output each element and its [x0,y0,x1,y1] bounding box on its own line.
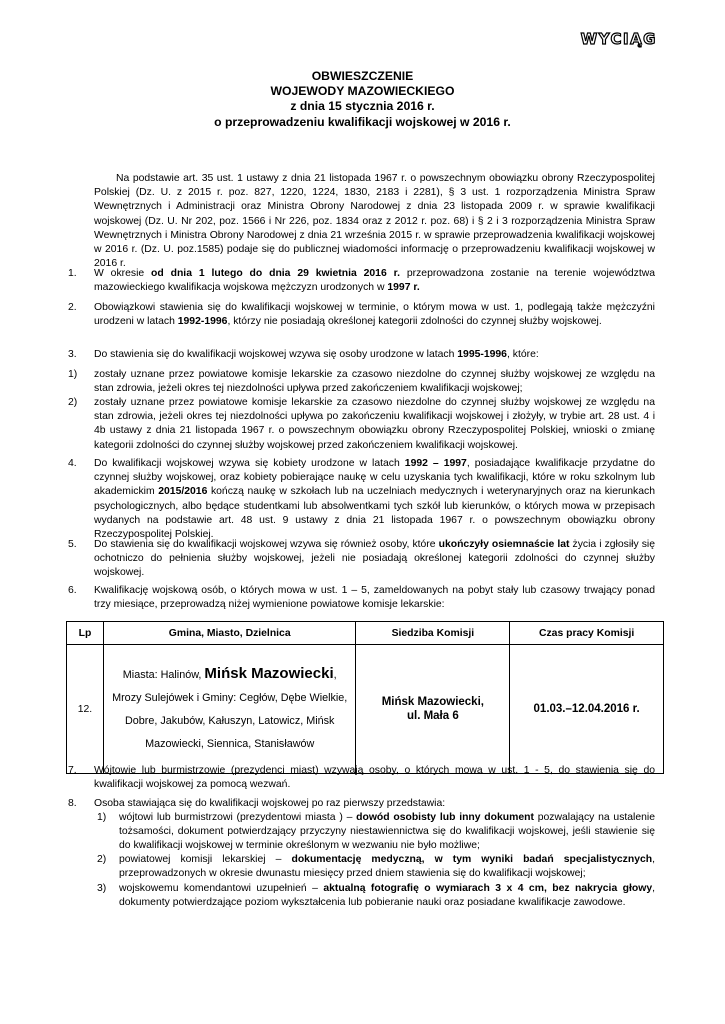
commission-table [66,621,664,774]
text: wojskowemu komendantowi uzupełnień – [119,883,324,894]
paragraph-number: 5. [68,539,77,550]
text: zostały uznane przez powiatowe komisje lekarskie za czasowo niezdolne do czynnej służby wojskowej ze względu na stan zdrowia, jeżeli okres tej niezdolności upływa po zakończeniu kwalifikacji wojskowej i złożyły, w trybie art. 28 ust. 4 i 4b ustawy z dnia 21 listopada 1967 r. o powszechnym obowiązku obrony Rzeczypospolitej Polskiej, wnioski o zmianę kategorii zdolności do czynnej służby wojskowej przed zakończeniem kwalifikacji wojskowej. [94,397,655,451]
paragraph-3 [68,348,655,362]
text: wójtowi lub burmistrzowi (prezydentowi miasta ) – [119,812,357,823]
paragraph-number: 7. [68,765,77,776]
text: powiatowej komisji lekarskiej – [119,854,292,865]
cell-seat [356,645,510,774]
cell-period: 01.03.–12.04.2016 r. [510,645,664,774]
paragraph-8-point-1 [97,811,656,854]
cell-area [103,645,356,774]
text: , dokumenty potwierdzające poziom wykształcenia lub pobieranie nauki oraz posiadane kwalifikacje zawodowe. [119,883,656,909]
text: kończą naukę w szkołach lub na uczelniach medycznych i weterynaryjnych oraz na kierunkach psychologicznych, albo będące studentkami lub absolwentkami tych szkół lub kierunków, o których mowa w przepisach wydanych na podstawie art. 48 ust. 9 ustawy z dnia 21 listopada 1967 r. o powszechnym obowiązku obrony Rzeczypospolitej Polskiej. [94,486,655,541]
point-number: 3) [97,883,107,894]
table-header-row [67,622,664,645]
bold-text: 2015/2016 [158,486,208,498]
bold-text: dowód osobisty lub inny dokument [356,812,534,823]
paragraph-number: 2. [68,302,77,313]
text: przeprowadzona zostanie na terenie województwa mazowieckiego kwalifikacja wojskowa mężczyzn urodzonych w [94,268,655,294]
bold-text: od dnia 1 lutego do dnia 29 kwietnia 2016 r. [151,268,400,279]
point-number: 2) [68,397,78,408]
paragraph-2 [68,301,655,329]
text: , przeprowadzonych w okresie dwunastu miesięcy przed dniem stawienia się do kwalifikacji wojskowej; [119,854,656,880]
bold-text: Mińsk Mazowiecki [204,665,334,682]
paragraph-number: 6. [68,585,77,596]
bold-text: dokumentację medyczną, w tym wyniki badań specjalistycznych [291,854,653,865]
column-header-lp: Lp [67,622,104,645]
paragraph-5 [68,538,655,581]
document-header [0,69,725,130]
bold-text: ukończyły osiemnaście lat [438,539,570,550]
text: pozwalający na ustalenie tożsamości, dokument potwierdzający przyczyny niestawiennictwa się do kwalifikacji wojskowej, jeśli stawienie się do kwalifikacji wojskowej w terminie określonym w wezwaniu nie było możliwe; [119,812,656,852]
text: Osoba stawiająca się do kwalifikacji wojskowej po raz pierwszy przedstawia: [94,798,446,809]
text: Do stawienia się do kwalifikacji wojskowej wzywa się osoby urodzone w latach [94,349,458,360]
paragraph-number: 4. [68,458,77,469]
table-row [67,645,664,774]
seat-line-2: ul. Mała 6 [406,710,459,722]
bold-text: 1997 r. [387,282,420,294]
paragraph-number: 3. [68,349,77,360]
point-number: 1) [97,812,107,823]
text: Do stawienia się do kwalifikacji wojskowej wzywa się również osoby, które [94,539,439,550]
text: , które: [506,349,539,360]
text: Miasta: Halinów, [122,669,205,681]
excerpt-stamp: WYCIĄG [580,30,657,48]
bold-text: 1992 – 1997 [404,458,467,469]
text: , posiadające kwalifikacje przydatne do czynnej służby wojskowej, oraz kobiety pobierające naukę w celu uzyskania tych kwalifikacji, które w roku szkolnym lub akademickim [94,458,655,498]
paragraph-number: 8. [68,798,77,809]
bold-text: aktualną fotografię o wymiarach 3 x 4 cm, bez nakrycia głowy [323,883,653,894]
text: Obowiązkowi stawienia się do kwalifikacji wojskowej w terminie, o którym mowa w ust. 1, podlegają także mężczyźni urodzeni w latach [94,302,655,328]
paragraph-3-point-2 [68,396,655,453]
column-header-period: Czas pracy Komisji [510,622,664,645]
text: Do kwalifikacji wojskowej wzywa się kobiety urodzone w latach [94,458,405,469]
text: Wójtowie lub burmistrzowie (prezydenci miast) wzywają osoby, o których mowa w ust. 1 - 5, do stawienia się do kwalifikacji wojskowej za pomocą wezwań. [94,765,655,791]
paragraph-8-point-2 [97,853,656,881]
point-number: 2) [97,854,107,865]
header-issuer: WOJEWODY MAZOWIECKIEGO [270,84,455,99]
paragraph-1 [68,267,655,295]
paragraph-8 [68,797,655,811]
bold-text: 1992-1996 [177,316,228,328]
paragraph-4 [68,457,655,542]
paragraph-3-point-1 [68,368,655,396]
cell-lp: 12. [67,645,104,774]
intro-paragraph: Na podstawie art. 35 ust. 1 ustawy z dnia 21 listopada 1967 r. o powszechnym obowiązku obrony Rzeczypospolitej Polskiej (Dz. U. z 2015 r. poz. 827, 1220, 1224, 1830, 2183 i 2281), § 3 ust. 1 rozporządzenia Ministra Spraw Wewnętrznych i Administracji oraz Ministra Obrony Narodowej z dnia 23 listopada 2009 r. w sprawie kwalifikacji wojskowej (Dz. U. Nr 202, poz. 1566 i Nr 226, poz. 1834 oraz z 2012 r. poz. 68) i § 2 i 3 rozporządzenia Ministra Spraw Wewnętrznych i Ministra Obrony Narodowej z dnia 21 września 2015 r. w sprawie przeprowadzenia kwalifikacji wojskowej w 2016 r. (Dz. U. poz.1585) podaje się do publicznej wiadomości informację o przeprowadzeniu kwalifikacji wojskowej w 2016 r. [94,173,655,270]
header-subject: o przeprowadzeniu kwalifikacji wojskowej w 2016 r. [214,114,511,129]
header-date: z dnia 15 stycznia 2016 r. [290,99,435,114]
bold-text: 1995-1996 [457,349,507,360]
text: , Mrozy Sulejówek i Gminy: Cegłów, Dębe Wielkie, Dobre, Jakubów, Kałuszyn, Latowicz, Mińsk Mazowiecki, Siennica, Stanisławów [112,669,348,750]
text: , którzy nie posiadają określonej kategorii zdolności do czynnej służby wojskowej. [227,316,602,328]
header-title: OBWIESZCZENIE [311,69,414,83]
seat-line-1: Mińsk Mazowiecki, [381,696,484,708]
text: W okresie [94,268,152,279]
paragraph-7 [68,764,655,792]
point-number: 1) [68,369,78,380]
text: zostały uznane przez powiatowe komisje lekarskie za czasowo niezdolne do czynnej służby wojskowej ze względu na stan zdrowia, jeżeli okres tej niezdolności upływa przed zakończeniem kwalifikacji wojskowej; [94,369,655,395]
text: Kwalifikację wojskową osób, o których mowa w ust. 1 – 5, zameldowanych na pobyt stały lub czasowy trwający ponad trzy miesiące, przeprowadzą niżej wymienione powiatowe komisje lekarskie: [94,585,655,611]
text: życia i zgłosiły się ochotniczo do pełnienia służby wojskowej, jeżeli nie posiadają określonej kategorii zdolności do czynnej służby wojskowej. [94,539,655,579]
paragraph-8-point-3 [97,882,656,910]
paragraph-6 [68,584,655,612]
column-header-area: Gmina, Miasto, Dzielnica [103,622,356,645]
paragraph-number: 1. [68,268,77,279]
column-header-seat: Siedziba Komisji [356,622,510,645]
